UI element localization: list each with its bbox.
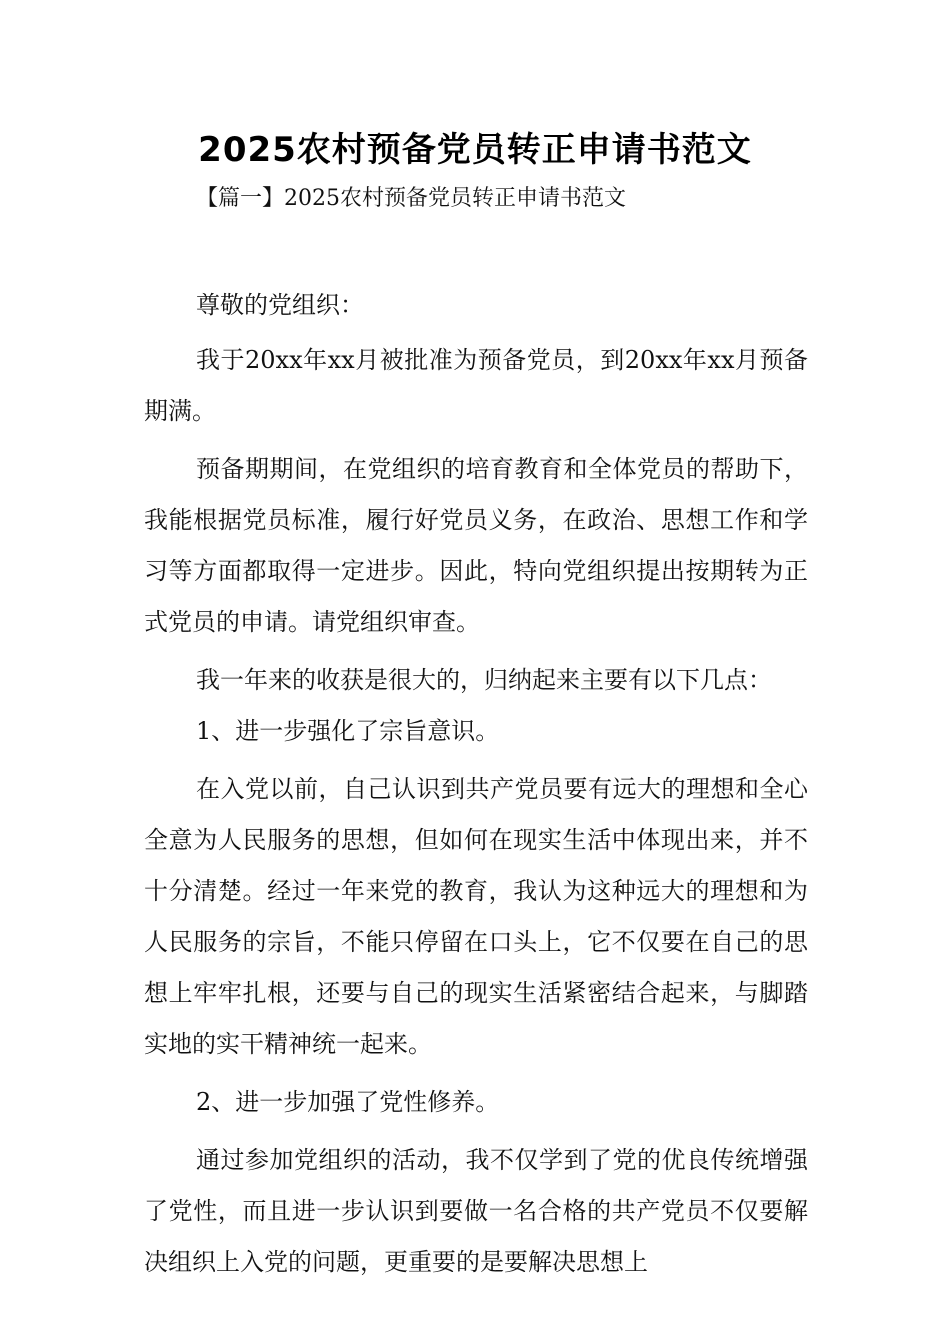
paragraph-2: 预备期期间，在党组织的培育教育和全体党员的帮助下，我能根据党员标准，履行好党员义务，在政治、思想工作和学习等方面都取得一定进步。因此，特向党组织提出按期转为正式党员的申请。请党组织审查。 xyxy=(144,455,808,636)
document-body xyxy=(144,280,808,1288)
salutation: 尊敬的党组织： xyxy=(196,291,364,319)
paragraph-4: 在入党以前，自己认识到共产党员要有远大的理想和全心全意为人民服务的思想，但如何在现实生活中体现出来，并不十分清楚。经过一年来党的教育，我认为这种远大的理想和为人民服务的宗旨，不能只停留在口头上，它不仅要在自己的思想上牢牢扎根，还要与自己的现实生活紧密结合起来，与脚踏实地的实干精神统一起来。 xyxy=(144,775,808,1058)
list-heading-2: 2、进一步加强了党性修养。 xyxy=(196,1088,500,1116)
paragraph-1: 我于20xx年xx月被批准为预备党员，到20xx年xx月预备期满。 xyxy=(144,346,808,425)
section-heading: 【篇一】2025农村预备党员转正申请书范文 xyxy=(196,186,626,211)
list-heading-1: 1、进一步强化了宗旨意识。 xyxy=(196,717,500,745)
document-title: 2025农村预备党员转正申请书范文 xyxy=(198,130,752,170)
paragraph-5: 通过参加党组织的活动，我不仅学到了党的优良传统增强了党性，而且进一步认识到要做一名合格的共产党员不仅要解决组织上入党的问题，更重要的是要解决思想上 xyxy=(144,1146,808,1276)
paragraph-3: 我一年来的收获是很大的，归纳起来主要有以下几点： xyxy=(196,666,772,694)
